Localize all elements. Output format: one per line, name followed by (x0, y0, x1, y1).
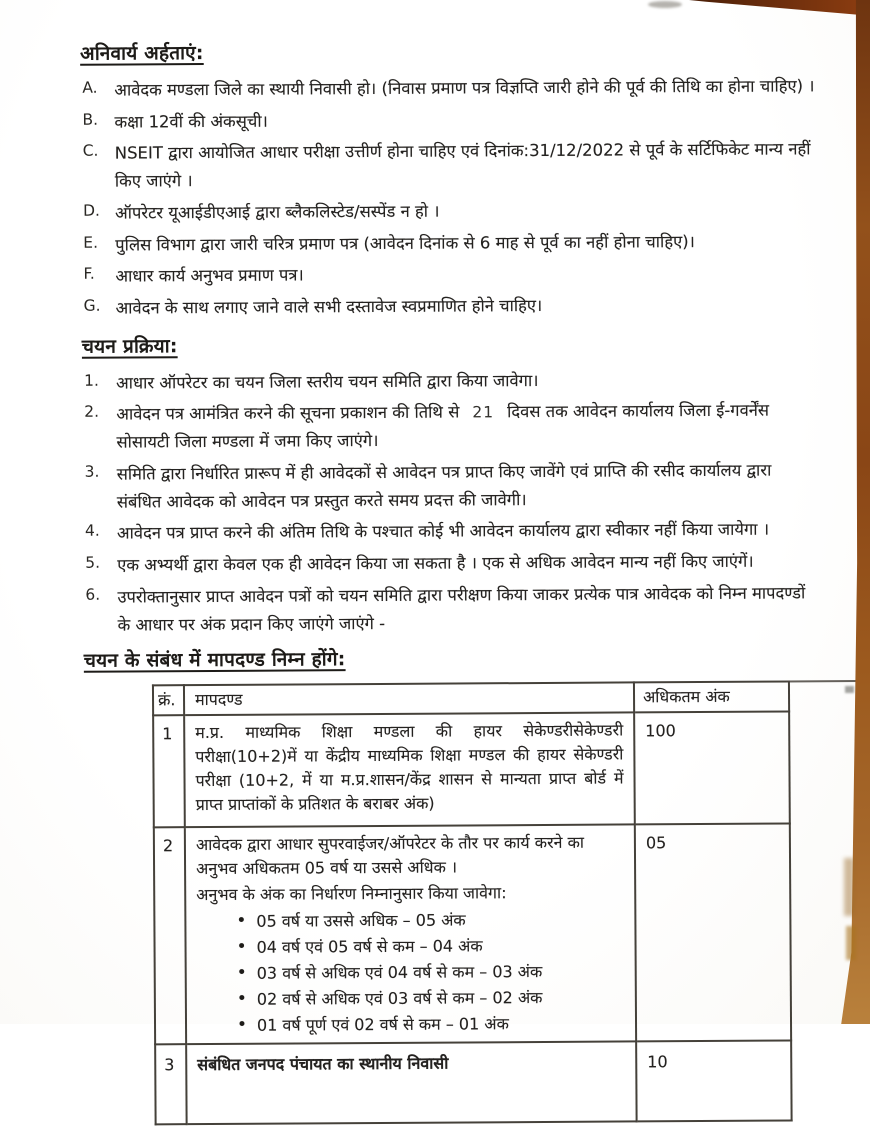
item-label: C. (82, 142, 99, 161)
item-label: 2. (84, 403, 100, 422)
row-max-marks: 05 (635, 824, 791, 1041)
criteria-table (152, 681, 793, 1125)
item-text: पुलिस विभाग द्वारा जारी चरित्र प्रमाण पत्र (आवेदन दिनांक से 6 माह से पूर्व का नहीं होना चाहिए)। (115, 231, 695, 255)
process-item-4 (83, 516, 818, 548)
item-label: 1. (84, 371, 99, 390)
item-text: आधार ऑपरेटर का चयन जिला स्तरीय चयन समिति द्वारा किया जावेगा। (116, 370, 539, 393)
item-label: 3. (84, 462, 100, 481)
item-text-after: दिवस तक आवेदन कार्यालय जिला ई-गवर्नेंस सोसायटी जिला मण्डला में जमा किए जाएंगे। (116, 401, 770, 452)
item-label: D. (82, 201, 100, 220)
row-max-marks: 10 (636, 1040, 791, 1121)
table-header-row (153, 682, 789, 716)
criteria-heading: चयन के संबंध में मापदण्ड निम्न होंगे: (83, 648, 346, 673)
item-label: F. (83, 265, 95, 284)
header-max-marks: अधिकतम अंक (634, 682, 789, 713)
criteria-table-wrap (152, 681, 822, 1126)
row-criterion-text (185, 825, 636, 1044)
item-label: B. (82, 110, 99, 129)
document-content (80, 35, 822, 1133)
item-text: एक अभ्यर्थी द्वारा केवल एक ही आवेदन किया जा सकता है । एक से अधिक आवेदन मान्य नहीं किए जाएंगें। (117, 551, 754, 575)
table-top-rule-extension (786, 680, 858, 682)
process-item-5 (83, 547, 818, 579)
days-count-value: 21 (472, 403, 495, 422)
section-qualifications (80, 35, 817, 322)
section-selection-process (82, 328, 819, 639)
scan-smudge (846, 926, 856, 960)
table-row-experience (154, 824, 791, 1044)
item-label: A. (82, 78, 98, 97)
table-row-education (153, 712, 790, 828)
row-criterion-text: संबंधित जनपद पंचायत का स्थानीय निवासी (186, 1041, 636, 1124)
item-text: उपरोक्तानुसार प्राप्त आवेदन पत्रों को चयन समिति द्वारा परीक्षण किया जाकर प्रत्येक पात्र आवेदक को निम्न मापदण्डों के आधार पर अंक प्रदान किए जाएंगे जाएंगे - (117, 583, 806, 635)
table-row-local-resident (155, 1040, 791, 1124)
item-text-before: आवेदन पत्र आमंत्रित करने की सूचना प्रकाशन की तिथि से (116, 402, 460, 425)
qualifications-heading: अनिवार्य अर्हताएं: (80, 42, 204, 65)
header-serial-no: क्रं. (153, 685, 184, 715)
item-text: NSEIT द्वारा आयोजित आधार परीक्षा उत्तीर्ण होना चाहिए एवं दिनांक:31/12/2022 से पूर्व के सर्टिफिकेट मान्य नहीं किए जाएंगे । (114, 139, 811, 191)
experience-line-2: अनुभव के अंक का निर्धारण निम्नानुसार किया जावेगा: (196, 883, 507, 905)
item-text: आवेदक मण्डला जिले का स्थायी निवासी हो। (निवास प्रमाण पत्र विज्ञप्ति जारी होने की पूर्व की तिथि का होना चाहिए) । (114, 76, 815, 100)
qualification-item-g (82, 290, 817, 322)
item-label: 4. (84, 522, 100, 541)
item-label: 6. (85, 585, 101, 604)
experience-marks-item: • 05 वर्ष या उससे अधिक – 05 अंक (234, 907, 624, 935)
row-max-marks: 100 (634, 712, 790, 825)
experience-line-1: आवेदक द्वारा आधार सुपरवाईजर/ऑपरेटर के तौर पर कार्य करने का अनुभव अधिकतम 05 वर्ष या उससे अधिक । (195, 832, 585, 879)
item-text: समिति द्वारा निर्धारित प्रारूप में ही आवेदकों से आवेदन पत्र प्राप्त किए जावेंगे एवं प्राप्ति की रसीद कार्यालय द्वारा संबंधित आवेदक को आवेदन पत्र प्रस्तुत करते समय प्रदत्त की जावेगी। (116, 460, 772, 512)
item-label: E. (83, 233, 99, 252)
experience-marks-list (234, 907, 625, 1039)
item-text: कक्षा 12वीं की अंकसूची। (114, 111, 268, 132)
selection-process-list (82, 365, 819, 639)
experience-marks-item: • 01 वर्ष पूर्ण एवं 02 वर्ष से कम – 01 अंक (235, 1010, 625, 1038)
item-label: G. (83, 296, 101, 315)
scan-smudge (648, 1, 682, 8)
experience-marks-item: • 02 वर्ष से अधिक एवं 03 वर्ष से कम – 02 अंक (235, 984, 625, 1012)
qualification-item-e (81, 227, 816, 259)
row-serial-no: 3 (155, 1044, 186, 1124)
process-item-6 (83, 579, 818, 639)
item-label: 5. (85, 553, 101, 572)
row-serial-no: 2 (154, 827, 186, 1044)
qualification-item-a (80, 72, 815, 104)
experience-marks-item: • 04 वर्ष एवं 05 वर्ष से कम – 04 अंक (234, 933, 624, 961)
qualification-item-f (81, 259, 816, 291)
qualification-item-b (80, 104, 815, 136)
scan-smudge (844, 858, 854, 916)
item-text (116, 397, 817, 457)
item-text: आधार कार्य अनुभव प्रमाण पत्र। (115, 265, 304, 286)
item-text: आवेदन पत्र प्राप्त करने की अंतिम तिथि के पश्चात कोई भी आवेदन कार्यालय द्वारा स्वीकार नहीं किया जायेगा । (116, 519, 770, 543)
item-text: आवेदन के साथ लगाए जाने वाले सभी दस्तावेज स्वप्रमाणित होने चाहिए। (115, 296, 543, 318)
qualifications-list (80, 72, 816, 322)
photo-corner-wood-edge (689, 0, 861, 15)
row-criterion-text: म.प्र. माध्यमिक शिक्षा मण्डला की हायर सेकेण्डरीसेकेण्डरी परीक्षा(10+2)में या केंद्रीय माध्यमिक शिक्षा मण्डल की हायर सेकेण्डरी परीक्षा (10+2, में या म.प्र.शासन/केंद्र शासन से मान्यता प्राप्त बोर्ड में प्राप्त प्राप्तांकों के प्रतिशत के बराबर अंक) (184, 713, 635, 828)
selection-process-heading: चयन प्रक्रिया: (81, 334, 178, 358)
process-item-2 (82, 397, 817, 457)
scan-smudge (845, 686, 854, 693)
experience-marks-item: • 03 वर्ष से अधिक एवं 04 वर्ष से कम – 03 अंक (235, 959, 625, 987)
header-criterion: मापदण्ड (184, 683, 634, 716)
row-serial-no: 1 (153, 715, 185, 827)
qualification-item-d (81, 195, 816, 227)
process-item-3 (83, 456, 818, 516)
process-item-1 (82, 365, 817, 397)
section-criteria (84, 643, 822, 1126)
qualification-item-c (81, 136, 816, 196)
item-text: ऑपरेटर यूआईडीएआई द्वारा ब्लैकलिस्टेड/सस्पेंड न हो । (115, 201, 440, 223)
